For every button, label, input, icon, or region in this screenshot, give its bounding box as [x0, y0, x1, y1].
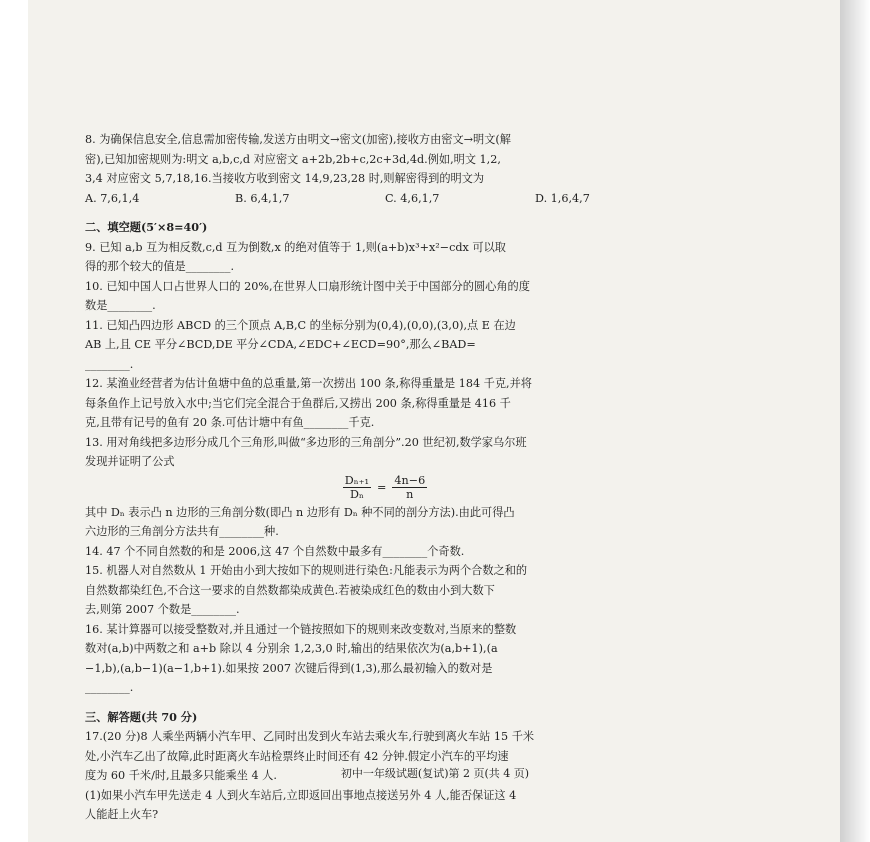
q9-line: 9. 已知 a,b 互为相反数,c,d 互为倒数,x 的绝对值等于 1,则(a+b)x³+x²−cdx 可以取 — [85, 240, 506, 254]
q17-line: 处,小汽车乙出了故障,此时距离火车站检票终止时间还有 42 分钟.假定小汽车的平均速 — [85, 749, 509, 763]
q11-line: AB 上,且 CE 平分∠BCD,DE 平分∠CDA,∠EDC+∠ECD=90°,那么∠BAD= — [85, 338, 476, 351]
q8-line: 3,4 对应密文 5,7,18,16.当接收方收到密文 14,9,23,28 时,则解密得到的明文为 — [85, 172, 485, 185]
q14-line: 14. 47 个不同自然数的和是 2006,这 47 个自然数中最多有________个奇数. — [85, 544, 465, 558]
q9-line: 得的那个较大的值是________. — [85, 260, 234, 273]
q11-line: 11. 已知凸四边形 ABCD 的三个顶点 A,B,C 的坐标分别为(0,4),(0,0),(3,0),点 E 在边 — [85, 318, 516, 332]
q12-line: 克,且带有记号的鱼有 20 条.可估计塘中有鱼________千克. — [85, 416, 375, 429]
option-d: D. 1,6,4,7 — [535, 191, 590, 205]
q8-options — [85, 189, 685, 209]
formula-equals: = — [377, 480, 387, 494]
formula-left-denominator: Dₙ — [349, 487, 364, 501]
q10-line: 数是________. — [85, 299, 156, 312]
option-a: A. 7,6,1,4 — [85, 191, 140, 205]
q17-line: (1)如果小汽车甲先送走 4 人到火车站后,立即返回出事地点接送另外 4 人,能否保证这 4 — [85, 788, 517, 802]
q12-line: 每条鱼作上记号放入水中;当它们完全混合于鱼群后,又捞出 200 条,称得重量是 416 千 — [85, 396, 511, 410]
option-c: C. 4,6,1,7 — [385, 191, 440, 205]
q15-line: 去,则第 2007 个数是________. — [85, 603, 240, 616]
formula-left-numerator: Dₙ₊₁ — [344, 473, 369, 487]
q17-line: 度为 60 千米/时,且最多只能乘坐 4 人. — [85, 769, 277, 782]
q13-line: 其中 Dₙ 表示凸 n 边形的三角剖分数(即凸 n 边形有 Dₙ 种不同的剖分方法).由此可得凸 — [85, 505, 515, 519]
q8-line: 密),已知加密规则为:明文 a,b,c,d 对应密文 a+2b,2b+c,2c+3d,4d.例如,明文 1,2, — [85, 152, 501, 166]
q16-line: 16. 某计算器可以接受整数对,并且通过一个链按照如下的规则来改变数对,当原来的整数 — [85, 622, 517, 636]
section-3-heading: 三、解答题(共 70 分) — [85, 709, 198, 724]
q13-line: 发现并证明了公式 — [85, 455, 175, 468]
section-2-heading: 二、填空题(5′×8=40′) — [85, 220, 208, 234]
q13-line: 13. 用对角线把多边形分成几个三角形,叫做“多边形的三角剖分”.20 世纪初,数学家乌尔班 — [85, 435, 527, 449]
q16-line: −1,b),(a,b−1)(a−1,b+1).如果按 2007 次键后得到(1,3),那么最初输入的数对是 — [85, 661, 493, 675]
question-14 — [85, 542, 685, 562]
question-10 — [85, 277, 685, 316]
formula — [85, 474, 685, 501]
option-b: B. 6,4,1,7 — [235, 191, 290, 205]
q10-line: 10. 已知中国人口占世界人口的 20%,在世界人口扇形统计图中关于中国部分的圆心角的度 — [85, 279, 530, 293]
q13-line: 六边形的三角剖分方法共有________种. — [85, 525, 279, 538]
question-16 — [85, 620, 685, 698]
q12-line: 12. 某渔业经营者为估计鱼塘中鱼的总重量,第一次捞出 100 条,称得重量是 184 千克,并将 — [85, 377, 532, 390]
question-12 — [85, 374, 685, 433]
question-11 — [85, 316, 685, 375]
q11-line: ________. — [85, 357, 134, 371]
question-8 — [85, 130, 685, 208]
q15-line: 15. 机器人对自然数从 1 开始由小到大按如下的规则进行染色:凡能表示为两个合数之和的 — [85, 564, 528, 577]
question-9 — [85, 238, 685, 277]
q8-line: 8. 为确保信息安全,信息需加密传输,发送方由明文→密文(加密),接收方由密文→明文(解 — [85, 133, 511, 146]
q17-line: 人能赶上火车? — [85, 808, 159, 821]
question-13 — [85, 433, 685, 542]
page-footer: 初中一年级试题(复试)第 2 页(共 4 页) — [340, 767, 530, 780]
exam-content — [85, 130, 685, 825]
q15-line: 自然数都染红色,不合这一要求的自然数都染成黄色.若被染成红色的数由小到大数下 — [85, 583, 495, 597]
question-15 — [85, 561, 685, 620]
formula-right-numerator: 4n−6 — [394, 473, 426, 487]
formula-right-denominator: n — [406, 487, 414, 501]
q17-line: 17.(20 分)8 人乘坐两辆小汽车甲、乙同时出发到火车站去乘火车,行驶到离火车站 15 千米 — [85, 730, 535, 743]
q16-line: ________. — [85, 681, 134, 694]
q16-line: 数对(a,b)中两数之和 a+b 除以 4 分别余 1,2,3,0 时,输出的结果依次为(a,b+1),(a — [85, 642, 498, 655]
scan-edge — [840, 0, 870, 842]
